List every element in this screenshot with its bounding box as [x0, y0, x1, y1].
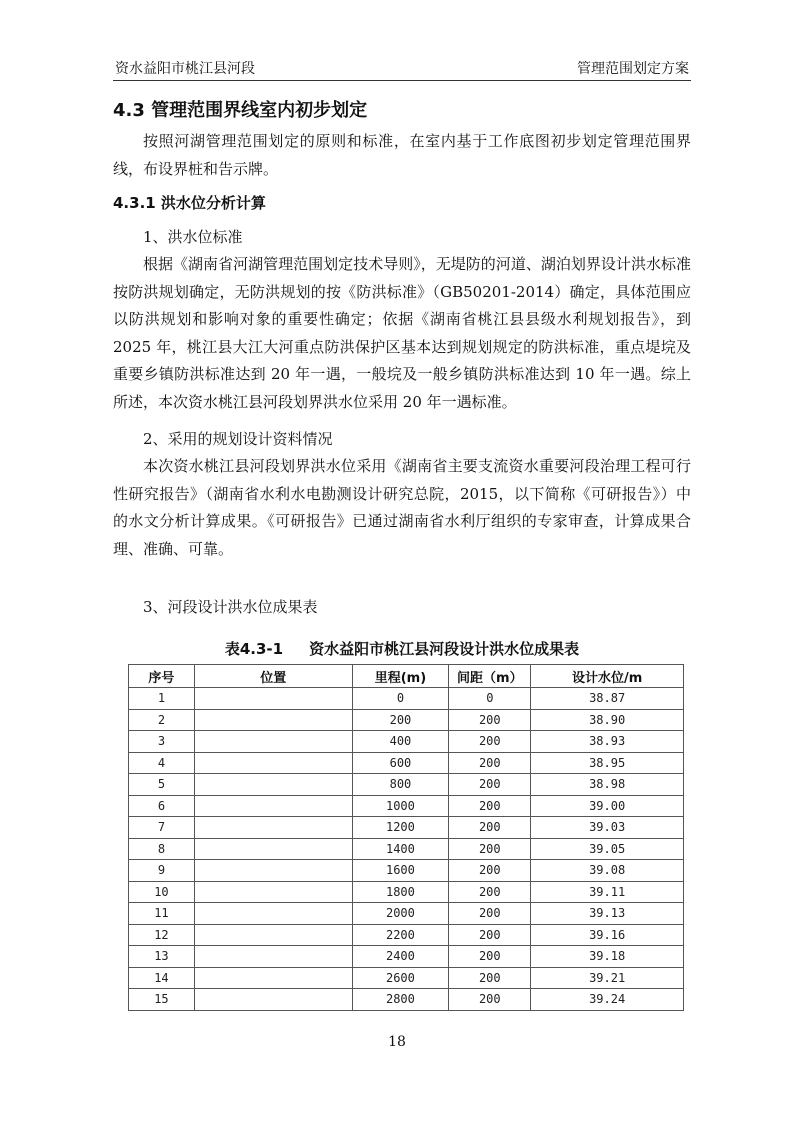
- cell-mileage: 2200: [352, 924, 449, 946]
- table-caption: [113, 638, 691, 659]
- cell-spacing: 200: [449, 860, 531, 882]
- cell-index: 5: [129, 774, 195, 796]
- item2-paragraph: 本次资水桃江县河段划界洪水位采用《湖南省主要支流资水重要河段治理工程可行性研究报告》（湖南省水利水电勘测设计研究总院，2015，以下简称《可研报告》）中的水文分析计算成果。《可研报告》已通过湖南省水利厅组织的专家审查，计算成果合理、准确、可靠。: [113, 457, 691, 558]
- cell-index: 11: [129, 903, 195, 925]
- cell-design-water-level: 38.93: [531, 731, 684, 753]
- cell-mileage: 2400: [352, 946, 449, 968]
- table-row: [129, 967, 684, 989]
- cell-index: 8: [129, 838, 195, 860]
- cell-location: [194, 752, 352, 774]
- flood-level-table: [128, 664, 684, 1011]
- cell-index: 7: [129, 817, 195, 839]
- cell-index: 10: [129, 881, 195, 903]
- cell-location: [194, 903, 352, 925]
- cell-index: 6: [129, 795, 195, 817]
- cell-design-water-level: 38.95: [531, 752, 684, 774]
- cell-mileage: 1400: [352, 838, 449, 860]
- cell-mileage: 2600: [352, 967, 449, 989]
- header-project-name: 资水益阳市桃江县河段: [115, 61, 255, 77]
- header-document-title: 管理范围划定方案: [577, 61, 689, 77]
- cell-index: 15: [129, 989, 195, 1011]
- table-row: [129, 860, 684, 882]
- cell-location: [194, 731, 352, 753]
- column-header-index: 序号: [129, 665, 195, 688]
- page-number: 18: [388, 1034, 406, 1050]
- cell-spacing: 200: [449, 838, 531, 860]
- cell-index: 13: [129, 946, 195, 968]
- table-row: [129, 752, 684, 774]
- cell-design-water-level: 39.21: [531, 967, 684, 989]
- cell-index: 9: [129, 860, 195, 882]
- cell-mileage: 800: [352, 774, 449, 796]
- cell-design-water-level: 38.87: [531, 688, 684, 710]
- cell-location: [194, 709, 352, 731]
- table-caption-number: 表4.3-1: [224, 640, 284, 658]
- cell-index: 2: [129, 709, 195, 731]
- subsection-heading: 4.3.1 洪水位分析计算: [113, 194, 266, 212]
- cell-mileage: 1800: [352, 881, 449, 903]
- cell-location: [194, 795, 352, 817]
- cell-design-water-level: 39.00: [531, 795, 684, 817]
- cell-spacing: 200: [449, 795, 531, 817]
- column-header-spacing: 间距（m）: [449, 665, 531, 688]
- cell-design-water-level: 39.24: [531, 989, 684, 1011]
- cell-location: [194, 774, 352, 796]
- cell-spacing: 200: [449, 967, 531, 989]
- cell-mileage: 1200: [352, 817, 449, 839]
- cell-mileage: 600: [352, 752, 449, 774]
- item1-heading: 1、洪水位标准: [143, 228, 243, 246]
- cell-spacing: 200: [449, 881, 531, 903]
- table-row: [129, 731, 684, 753]
- page-header: [113, 56, 691, 81]
- cell-spacing: 200: [449, 989, 531, 1011]
- cell-spacing: 200: [449, 903, 531, 925]
- section-intro-paragraph: 按照河湖管理范围划定的原则和标准，在室内基于工作底图初步划定管理范围界线，布设界桩和告示牌。: [113, 132, 691, 178]
- cell-spacing: 200: [449, 924, 531, 946]
- cell-design-water-level: 39.18: [531, 946, 684, 968]
- cell-location: [194, 946, 352, 968]
- cell-design-water-level: 39.11: [531, 881, 684, 903]
- cell-design-water-level: 38.98: [531, 774, 684, 796]
- column-header-mileage: 里程(m): [352, 665, 449, 688]
- table-row: [129, 709, 684, 731]
- table-row: [129, 774, 684, 796]
- cell-spacing: 200: [449, 817, 531, 839]
- column-header-design-water-level: 设计水位/m: [531, 665, 684, 688]
- cell-location: [194, 881, 352, 903]
- cell-location: [194, 688, 352, 710]
- table-row: [129, 903, 684, 925]
- table-row: [129, 924, 684, 946]
- cell-design-water-level: 39.05: [531, 838, 684, 860]
- cell-design-water-level: 38.90: [531, 709, 684, 731]
- cell-location: [194, 817, 352, 839]
- cell-location: [194, 860, 352, 882]
- table-body: [129, 688, 684, 1011]
- item2-heading: 2、采用的规划设计资料情况: [143, 430, 333, 448]
- cell-mileage: 200: [352, 709, 449, 731]
- cell-design-water-level: 39.13: [531, 903, 684, 925]
- cell-mileage: 2000: [352, 903, 449, 925]
- cell-index: 14: [129, 967, 195, 989]
- table-row: [129, 881, 684, 903]
- table-caption-title: 资水益阳市桃江县河段设计洪水位成果表: [309, 640, 580, 658]
- cell-spacing: 200: [449, 709, 531, 731]
- item1-paragraph: 根据《湖南省河湖管理范围划定技术导则》，无堤防的河道、湖泊划界设计洪水标准按防洪规划确定，无防洪规划的按《防洪标准》（GB50201-2014）确定，具体范围应以防洪规划和影响对象的重要性确定；依据《湖南省桃江县县级水利规划报告》，到 2025 年，桃江县大江大河重点防洪保护区基本达到规划规定的防洪标准，重点堤垸及重要乡镇防洪标准达到 20 年一遇，一般垸及一般乡镇防洪标准达到 10 年一遇。综上所述，本次资水桃江县河段划界洪水位采用 20 年一遇标准。: [113, 255, 691, 411]
- cell-mileage: 0: [352, 688, 449, 710]
- cell-spacing: 200: [449, 752, 531, 774]
- table-row: [129, 817, 684, 839]
- cell-design-water-level: 39.03: [531, 817, 684, 839]
- column-header-location: 位置: [194, 665, 352, 688]
- cell-spacing: 200: [449, 774, 531, 796]
- table-row: [129, 688, 684, 710]
- cell-spacing: 0: [449, 688, 531, 710]
- cell-location: [194, 967, 352, 989]
- cell-design-water-level: 39.16: [531, 924, 684, 946]
- cell-index: 4: [129, 752, 195, 774]
- cell-index: 12: [129, 924, 195, 946]
- cell-spacing: 200: [449, 946, 531, 968]
- section-heading: 4.3 管理范围界线室内初步划定: [113, 100, 368, 121]
- table-row: [129, 946, 684, 968]
- cell-design-water-level: 39.08: [531, 860, 684, 882]
- cell-location: [194, 838, 352, 860]
- item3-heading: 3、河段设计洪水位成果表: [143, 598, 318, 616]
- cell-mileage: 1000: [352, 795, 449, 817]
- table-header-row: [129, 665, 684, 688]
- cell-index: 1: [129, 688, 195, 710]
- cell-index: 3: [129, 731, 195, 753]
- table-row: [129, 795, 684, 817]
- table-row: [129, 838, 684, 860]
- cell-mileage: 1600: [352, 860, 449, 882]
- cell-mileage: 2800: [352, 989, 449, 1011]
- cell-mileage: 400: [352, 731, 449, 753]
- cell-location: [194, 989, 352, 1011]
- cell-spacing: 200: [449, 731, 531, 753]
- table-row: [129, 989, 684, 1011]
- cell-location: [194, 924, 352, 946]
